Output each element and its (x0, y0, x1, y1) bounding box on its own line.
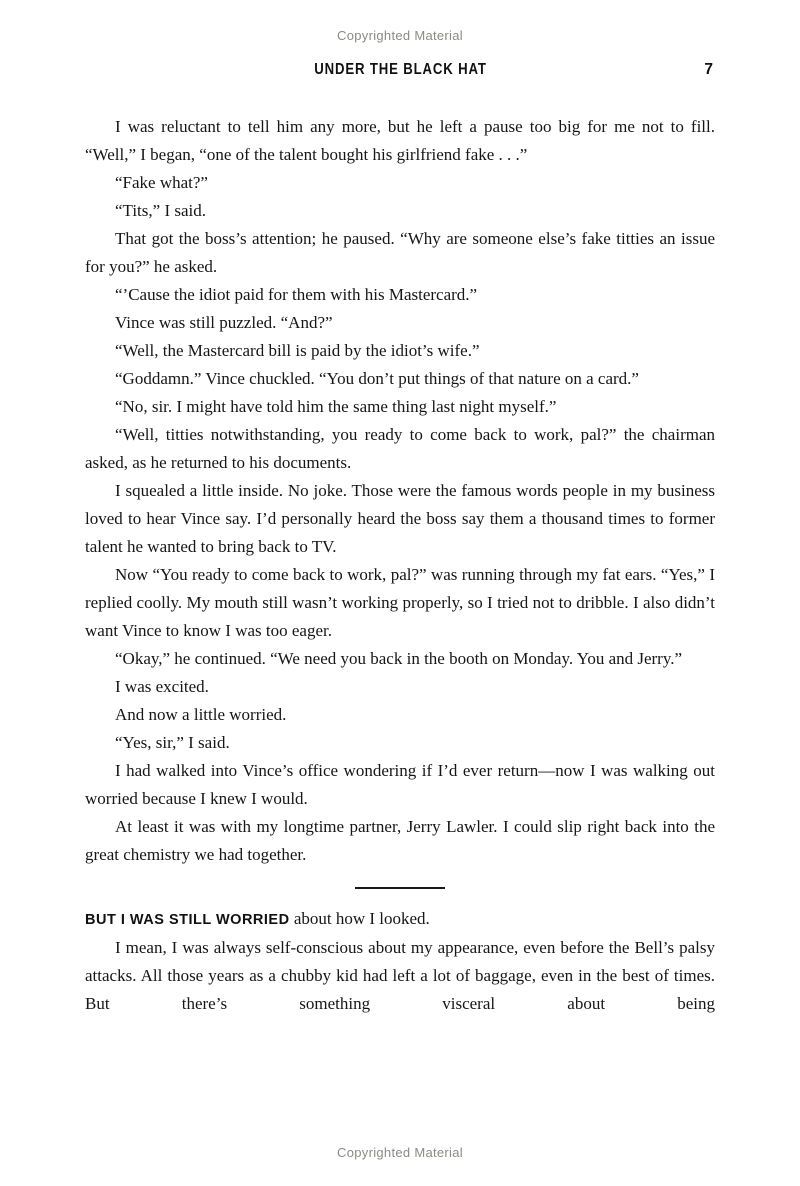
paragraph: That got the boss’s attention; he paused. “Why are someone else’s fake titties an issue for you?” he asked. (85, 229, 715, 276)
paragraph: Vince was still puzzled. “And?” (115, 313, 333, 332)
paragraph: “Goddamn.” Vince chuckled. “You don’t put things of that nature on a card.” (115, 369, 639, 388)
paragraph: I was excited. (115, 677, 209, 696)
paragraph: “Fake what?” (115, 173, 208, 192)
paragraph: I had walked into Vince’s office wondering if I’d ever return—now I was walking out worried because I knew I would. (85, 761, 715, 808)
running-header (85, 61, 715, 83)
paragraph: “Well, the Mastercard bill is paid by the idiot’s wife.” (115, 341, 480, 360)
copyright-notice-top: Copyrighted Material (337, 28, 463, 43)
paragraph: “Okay,” he continued. “We need you back in the booth on Monday. You and Jerry.” (115, 649, 683, 668)
paragraph: “Tits,” I said. (115, 201, 206, 220)
paragraph: I was reluctant to tell him any more, but he left a pause too big for me not to fill. “Well,” I began, “one of the talent bought his girlfriend fake . . .” (85, 117, 715, 164)
paragraph: “Yes, sir,” I said. (115, 733, 230, 752)
paragraph: And now a little worried. (115, 705, 287, 724)
running-head-title: UNDER THE BLACK HAT (313, 61, 487, 78)
section-break-rule (355, 887, 445, 889)
paragraph: “’Cause the idiot paid for them with his Mastercard.” (115, 285, 478, 304)
paragraph: I squealed a little inside. No joke. Those were the famous words people in my business loved to hear Vince say. I’d personally heard the boss say them a thousand times to former talent he wanted to bring back to TV. (85, 481, 715, 556)
section-lead-in-rest: about how I looked. (289, 909, 430, 928)
paragraph: “No, sir. I might have told him the same thing last night myself.” (115, 397, 557, 416)
section-lead-in-caps: BUT I WAS STILL WORRIED (85, 912, 290, 928)
paragraph: At least it was with my longtime partner, Jerry Lawler. I could slip right back into the great chemistry we had together. (85, 817, 715, 864)
paragraph: “Well, titties notwithstanding, you ready to come back to work, pal?” the chairman asked, as he returned to his documents. (85, 425, 715, 472)
paragraph: Now “You ready to come back to work, pal?” was running through my fat ears. “Yes,” I replied coolly. My mouth still wasn’t working properly, so I tried not to dribble. I also didn’t want Vince to know I was too eager. (85, 565, 715, 640)
page-number: 7 (704, 61, 713, 78)
section-opening-paragraph (85, 905, 715, 934)
paragraph: I mean, I was always self-conscious about my appearance, even before the Bell’s palsy attacks. All those years as a chubby kid had left a lot of baggage, even in the best of times. But there’s something visceral about being (85, 938, 715, 1013)
body-text (85, 113, 715, 1018)
copyright-notice-bottom: Copyrighted Material (337, 1145, 463, 1160)
